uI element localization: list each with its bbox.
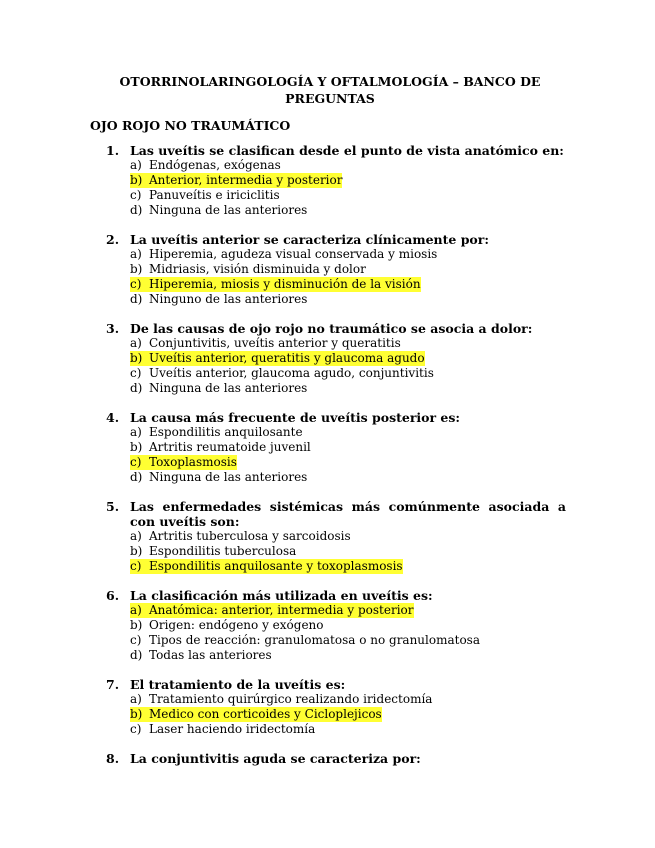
option-letter: b) — [130, 440, 143, 454]
question-item — [106, 232, 566, 307]
answer-option — [130, 381, 566, 396]
question-number: 5. — [106, 499, 120, 514]
option-letter: c) — [130, 188, 142, 202]
answer-option — [130, 247, 566, 262]
option-text: Toxoplasmosis — [149, 455, 237, 469]
answer-option-highlighted — [130, 455, 566, 470]
question-text — [106, 677, 566, 692]
option-letter: b) — [130, 544, 143, 558]
option-text: Tratamiento quirúrgico realizando iridectomía — [149, 692, 433, 706]
answer-option — [130, 470, 566, 485]
option-letter: b) — [130, 173, 149, 188]
answer-option-highlighted — [130, 277, 566, 292]
option-letter: b) — [130, 351, 149, 366]
option-text: Ninguna de las anteriores — [149, 381, 308, 395]
option-letter: d) — [130, 470, 143, 484]
question-stem: La causa más frecuente de uveítis posterior es: — [130, 410, 461, 425]
answer-option-highlighted — [130, 173, 566, 188]
question-stem: Las uveítis se clasifican desde el punto de vista anatómico en: — [130, 143, 564, 158]
option-letter: c) — [130, 559, 149, 574]
option-letter: d) — [130, 381, 143, 395]
option-text: Endógenas, exógenas — [149, 158, 281, 172]
question-text — [106, 588, 566, 603]
section-heading: OJO ROJO NO TRAUMÁTICO — [90, 118, 291, 133]
option-list — [130, 603, 566, 663]
option-letter: d) — [130, 292, 143, 306]
question-text — [106, 321, 566, 336]
option-text: Espondilitis tuberculosa — [149, 544, 297, 558]
answer-option-highlighted — [130, 351, 566, 366]
option-text: Conjuntivitis, uveítis anterior y queratitis — [149, 336, 401, 350]
answer-option — [130, 292, 566, 307]
question-text — [106, 499, 566, 529]
option-text: Laser haciendo iridectomía — [149, 722, 316, 736]
question-number: 7. — [106, 677, 120, 692]
option-text: Artritis tuberculosa y sarcoidosis — [149, 529, 351, 543]
answer-option-highlighted — [130, 603, 566, 618]
answer-option-highlighted — [130, 559, 566, 574]
question-item — [106, 588, 566, 663]
option-text: Uveítis anterior, queratitis y glaucoma agudo — [149, 351, 425, 365]
option-letter: a) — [130, 247, 142, 261]
option-letter: a) — [130, 158, 142, 172]
answer-option — [130, 529, 566, 544]
question-stem: El tratamiento de la uveítis es: — [130, 677, 346, 692]
option-letter: d) — [130, 648, 143, 662]
answer-option — [130, 648, 566, 663]
option-letter: a) — [130, 529, 142, 543]
option-text: Espondilitis anquilosante y toxoplasmosis — [149, 559, 403, 573]
option-text: Todas las anteriores — [149, 648, 272, 662]
option-letter: c) — [130, 366, 142, 380]
answer-option — [130, 336, 566, 351]
option-text: Uveítis anterior, glaucoma agudo, conjuntivitis — [149, 366, 434, 380]
question-number: 3. — [106, 321, 120, 336]
option-text: Anatómica: anterior, intermedia y posterior — [149, 603, 414, 617]
question-text — [106, 232, 566, 247]
option-letter: c) — [130, 455, 149, 470]
question-number: 4. — [106, 410, 120, 425]
option-letter: b) — [130, 262, 143, 276]
question-item — [106, 143, 566, 218]
question-text — [106, 751, 566, 766]
question-item — [106, 751, 566, 766]
option-letter: c) — [130, 722, 142, 736]
option-list — [130, 692, 566, 737]
option-text: Origen: endógeno y exógeno — [149, 618, 324, 632]
answer-option — [130, 158, 566, 173]
option-letter: c) — [130, 633, 142, 647]
question-number: 2. — [106, 232, 120, 247]
option-text: Ninguno de las anteriores — [149, 292, 308, 306]
option-list — [130, 336, 566, 396]
option-text: Tipos de reacción: granulomatosa o no granulomatosa — [149, 633, 480, 647]
option-text: Midriasis, visión disminuida y dolor — [149, 262, 366, 276]
option-letter: b) — [130, 618, 143, 632]
option-list — [130, 425, 566, 485]
option-text: Hiperemia, miosis y disminución de la visión — [149, 277, 421, 291]
question-list — [106, 143, 566, 780]
question-stem: De las causas de ojo rojo no traumático se asocia a dolor: — [130, 321, 533, 336]
option-list — [130, 158, 566, 218]
option-letter: a) — [130, 425, 142, 439]
question-item — [106, 499, 566, 574]
option-text: Espondilitis anquilosante — [149, 425, 303, 439]
option-letter: a) — [130, 603, 149, 618]
option-letter: b) — [130, 707, 149, 722]
question-number: 6. — [106, 588, 120, 603]
question-number: 1. — [106, 143, 120, 158]
question-item — [106, 410, 566, 485]
answer-option — [130, 188, 566, 203]
answer-option — [130, 544, 566, 559]
question-text — [106, 143, 566, 158]
answer-option — [130, 440, 566, 455]
question-stem: La clasificación más utilizada en uveítis es: — [130, 588, 433, 603]
answer-option — [130, 203, 566, 218]
question-item — [106, 677, 566, 737]
option-text: Anterior, intermedia y posterior — [149, 173, 343, 187]
option-list — [130, 247, 566, 307]
option-letter: a) — [130, 692, 142, 706]
answer-option-highlighted — [130, 707, 566, 722]
question-stem: La uveítis anterior se caracteriza clínicamente por: — [130, 232, 489, 247]
option-text: Medico con corticoides y Cicloplejicos — [149, 707, 382, 721]
answer-option — [130, 692, 566, 707]
question-stem: La conjuntivitis aguda se caracteriza por: — [130, 751, 421, 766]
option-text: Panuveítis e iriciclitis — [149, 188, 280, 202]
answer-option — [130, 618, 566, 633]
option-text: Hiperemia, agudeza visual conservada y miosis — [149, 247, 438, 261]
answer-option — [130, 722, 566, 737]
option-text: Artritis reumatoide juvenil — [149, 440, 311, 454]
question-text — [106, 410, 566, 425]
option-list — [130, 529, 566, 574]
answer-option — [130, 262, 566, 277]
answer-option — [130, 425, 566, 440]
option-text: Ninguna de las anteriores — [149, 470, 308, 484]
question-item — [106, 321, 566, 396]
answer-option — [130, 366, 566, 381]
answer-option — [130, 633, 566, 648]
option-letter: c) — [130, 277, 149, 292]
page-title: OTORRINOLARINGOLOGÍA Y OFTALMOLOGÍA – BANCO DE PREGUNTAS — [119, 74, 541, 106]
option-letter: a) — [130, 336, 142, 350]
question-number: 8. — [106, 751, 120, 766]
option-letter: d) — [130, 203, 143, 217]
question-stem: Las enfermedades sistémicas más comúnmente asociada a con uveítis son: — [130, 499, 566, 529]
option-text: Ninguna de las anteriores — [149, 203, 308, 217]
